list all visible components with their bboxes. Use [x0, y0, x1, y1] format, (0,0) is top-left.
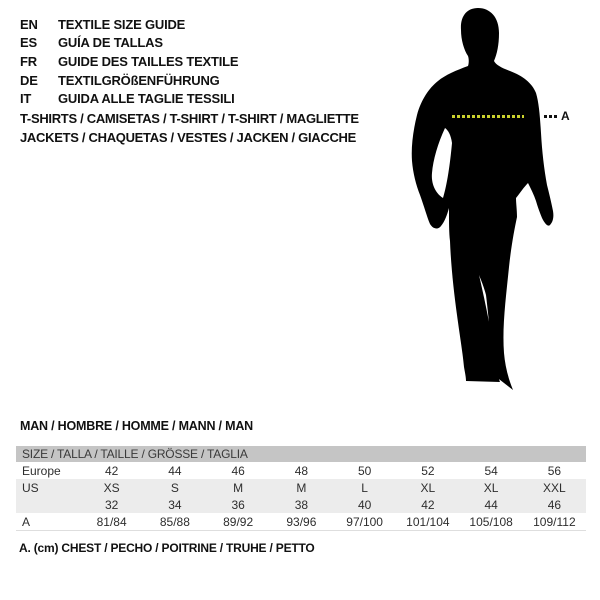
- size-cell: 93/96: [286, 514, 317, 529]
- size-cell: 40: [357, 497, 372, 512]
- row-label: US: [22, 480, 39, 495]
- size-cell: 32: [104, 497, 119, 512]
- language-list: [20, 15, 238, 108]
- garment-line-tshirts: T-SHIRTS / CAMISETAS / T-SHIRT / T-SHIRT / MAGLIETTE: [20, 111, 359, 126]
- table-row-alt-size: [16, 496, 586, 513]
- size-cell: 46: [231, 463, 245, 478]
- language-row-de: [20, 71, 238, 90]
- language-row-fr: [20, 52, 238, 71]
- chest-measure-line-extension: [544, 115, 559, 118]
- chest-measure-label: A: [561, 109, 570, 123]
- size-cell: 34: [168, 497, 182, 512]
- size-cell: 105/108: [469, 514, 513, 529]
- language-code: EN: [20, 16, 38, 32]
- size-cell: 36: [231, 497, 245, 512]
- table-row-us: [16, 479, 586, 496]
- size-cell: XL: [483, 480, 499, 495]
- size-cell: XL: [420, 480, 436, 495]
- size-cell: 50: [357, 463, 372, 478]
- size-cell: 101/104: [406, 514, 450, 529]
- language-label: GUIDA ALLE TAGLIE TESSILI: [58, 91, 235, 107]
- size-cell: 109/112: [533, 514, 576, 529]
- size-cell: 81/84: [96, 514, 127, 529]
- language-label: GUÍA DE TALLAS: [58, 35, 163, 51]
- table-row-europe: [16, 462, 586, 479]
- section-title-man: MAN / HOMBRE / HOMME / MANN / MAN: [20, 419, 253, 433]
- language-code: ES: [20, 35, 37, 51]
- size-cell: 85/88: [159, 514, 190, 529]
- row-label: A: [22, 514, 31, 529]
- language-row-it: [20, 89, 238, 108]
- size-cell: 56: [547, 463, 562, 478]
- size-table-header: SIZE / TALLA / TAILLE / GRÖSSE / TAGLIA: [16, 446, 586, 462]
- size-cell: S: [170, 480, 179, 495]
- size-table: [16, 446, 586, 531]
- garment-categories: [20, 110, 359, 147]
- language-row-es: [20, 34, 238, 53]
- language-row-en: [20, 15, 238, 34]
- size-cell: L: [361, 480, 368, 495]
- size-cell: 52: [421, 463, 435, 478]
- size-cell: 42: [421, 497, 435, 512]
- language-label: GUIDE DES TAILLES TEXTILE: [58, 53, 239, 69]
- language-code: FR: [20, 53, 37, 69]
- language-label: TEXTILGRÖßENFÜHRUNG: [58, 72, 220, 88]
- size-cell: 97/100: [346, 514, 383, 529]
- size-cell: 44: [484, 497, 498, 512]
- measurement-footnote: A. (cm) CHEST / PECHO / POITRINE / TRUHE / PETTO: [19, 541, 315, 555]
- size-cell: 46: [547, 497, 562, 512]
- size-cell: 44: [168, 463, 182, 478]
- language-code: DE: [20, 72, 38, 88]
- size-cell: M: [233, 480, 244, 495]
- man-silhouette: [405, 5, 570, 397]
- chest-measure-line: [452, 115, 524, 118]
- size-cell: 48: [294, 463, 309, 478]
- size-cell: 54: [484, 463, 498, 478]
- size-cell: XS: [103, 480, 120, 495]
- language-label: TEXTILE SIZE GUIDE: [58, 16, 186, 32]
- size-cell: M: [296, 480, 307, 495]
- size-cell: 38: [294, 497, 309, 512]
- size-cell: XXL: [543, 480, 566, 495]
- garment-line-jackets: JACKETS / CHAQUETAS / VESTES / JACKEN / GIACCHE: [20, 129, 356, 145]
- size-cell: 89/92: [223, 514, 254, 529]
- language-code: IT: [20, 91, 32, 107]
- table-row-chest-a: [16, 513, 586, 530]
- size-cell: 42: [104, 463, 119, 478]
- row-label: Europe: [22, 463, 61, 478]
